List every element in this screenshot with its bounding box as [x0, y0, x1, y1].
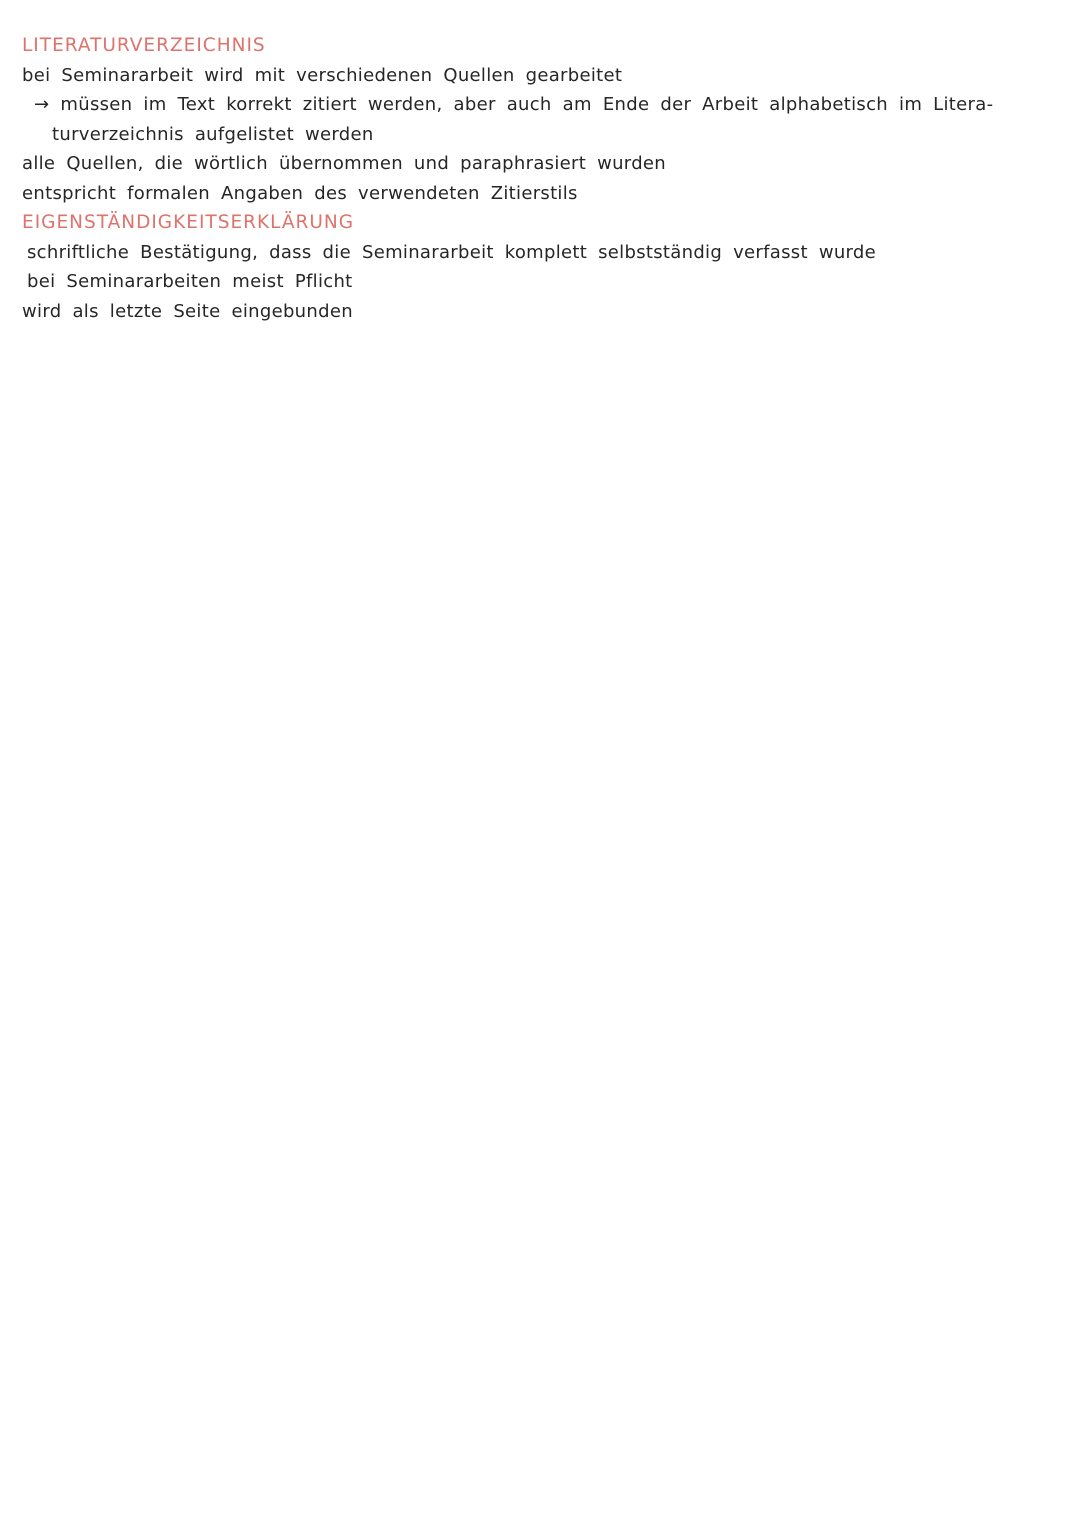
note-line-arrow: → müssen im Text korrekt zitiert werden, aber auch am Ende der Arbeit alphabetisch im Litera- — [34, 94, 994, 115]
note-line: bei Seminararbeiten meist Pflicht — [27, 271, 353, 292]
section-heading-eigenstaendigkeitserklaerung: EIGENSTÄNDIGKEITSERKLÄRUNG — [22, 212, 355, 233]
note-line: alle Quellen, die wörtlich übernommen und paraphrasiert wurden — [22, 153, 667, 174]
note-line: wird als letzte Seite eingebunden — [22, 300, 353, 322]
note-line: bei Seminararbeit wird mit verschiedenen Quellen gearbeitet — [22, 64, 623, 86]
note-line-continuation: turverzeichnis aufgelistet werden — [52, 123, 374, 145]
note-line: entspricht formalen Angaben des verwendeten Zitierstils — [22, 182, 578, 204]
notes-body — [22, 31, 1070, 326]
section-heading-literaturverzeichnis: LITERATURVERZEICHNIS — [22, 35, 266, 56]
note-line: schriftliche Bestätigung, dass die Seminararbeit komplett selbstständig verfasst wurde — [27, 241, 877, 263]
